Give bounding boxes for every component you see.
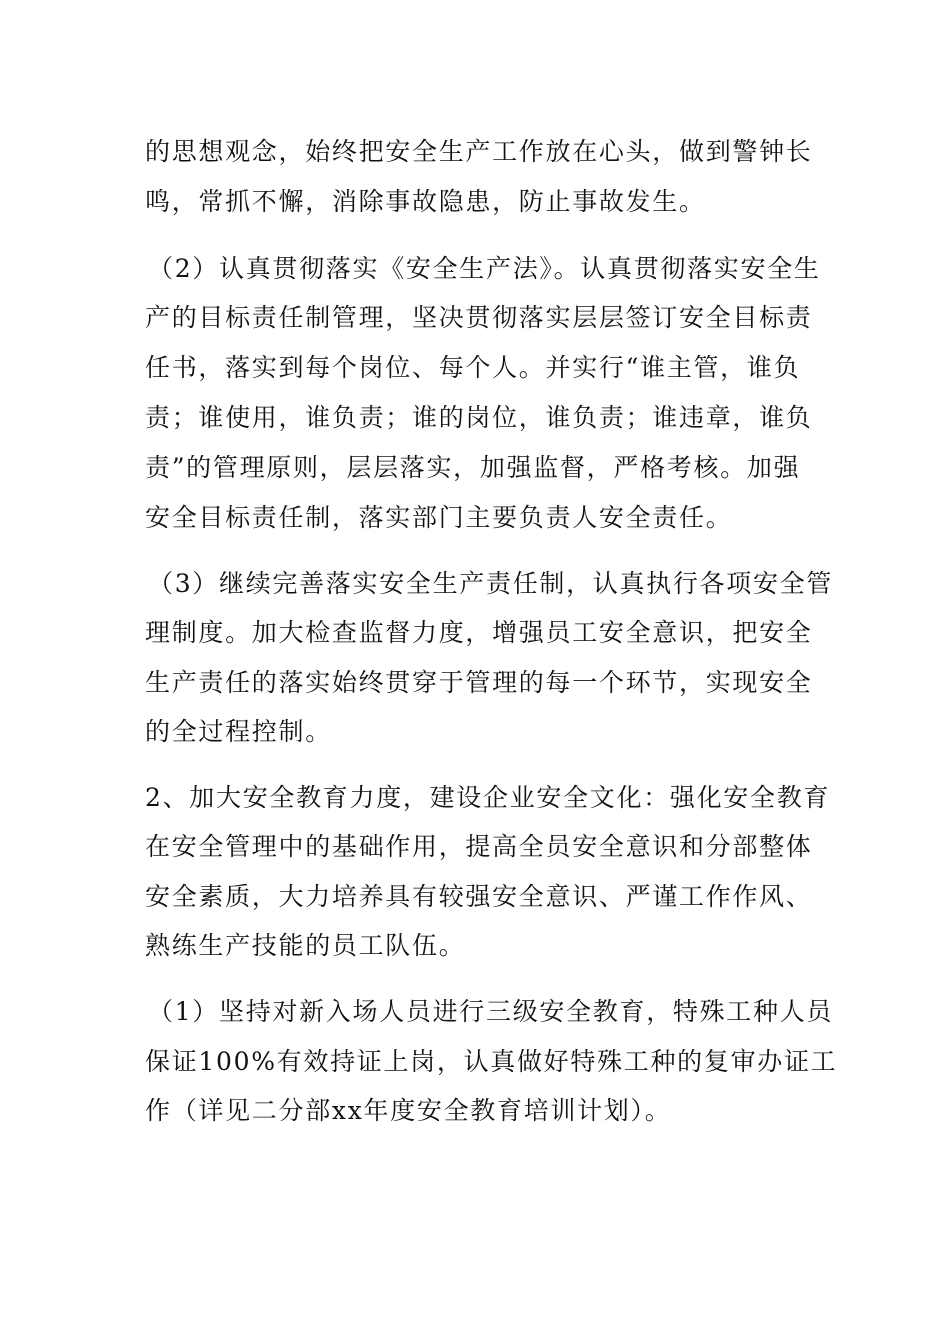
text-line: 责”的管理原则，层层落实，加强监督，严格考核。加强	[145, 453, 801, 482]
text-line: 的全过程控制。	[145, 717, 332, 746]
text-line: 熟练生产技能的员工队伍。	[145, 931, 466, 960]
text-line: 安全目标责任制，落实部门主要负责人安全责任。	[145, 503, 733, 532]
text-line: （2）认真贯彻落实《安全生产法》。认真贯彻落实安全生	[148, 254, 821, 283]
text-line: 生产责任的落实始终贯穿于管理的每一个环节，实现安全	[145, 668, 813, 697]
text-line: 产的目标责任制管理，坚决贯彻落实层层签订安全目标责	[145, 303, 813, 332]
text-line: （3）继续完善落实安全生产责任制，认真执行各项安全管	[148, 569, 834, 598]
text-line: 的思想观念，始终把安全生产工作放在心头，做到警钟长	[145, 137, 813, 166]
text-line: 2、加大安全教育力度，建设企业安全文化：强化安全教育	[145, 783, 831, 812]
text-line: 责；谁使用，谁负责；谁的岗位，谁负责；谁违章，谁负	[145, 403, 813, 432]
text-line: 安全素质，大力培养具有较强安全意识、严谨工作作风、	[145, 882, 813, 911]
text-line: 在安全管理中的基础作用，提高全员安全意识和分部整体	[145, 832, 813, 861]
text-line: 作（详见二分部xx年度安全教育培训计划）。	[145, 1096, 672, 1125]
text-line: （1）坚持对新入场人员进行三级安全教育，特殊工种人员	[148, 997, 834, 1026]
text-line: 理制度。加大检查监督力度，增强员工安全意识，把安全	[145, 618, 813, 647]
text-line: 任书，落实到每个岗位、每个人。并实行“谁主管，谁负	[145, 353, 801, 382]
text-line: 保证100%有效持证上岗，认真做好特殊工种的复审办证工	[145, 1047, 838, 1076]
text-line: 鸣，常抓不懈，消除事故隐患，防止事故发生。	[145, 187, 706, 216]
